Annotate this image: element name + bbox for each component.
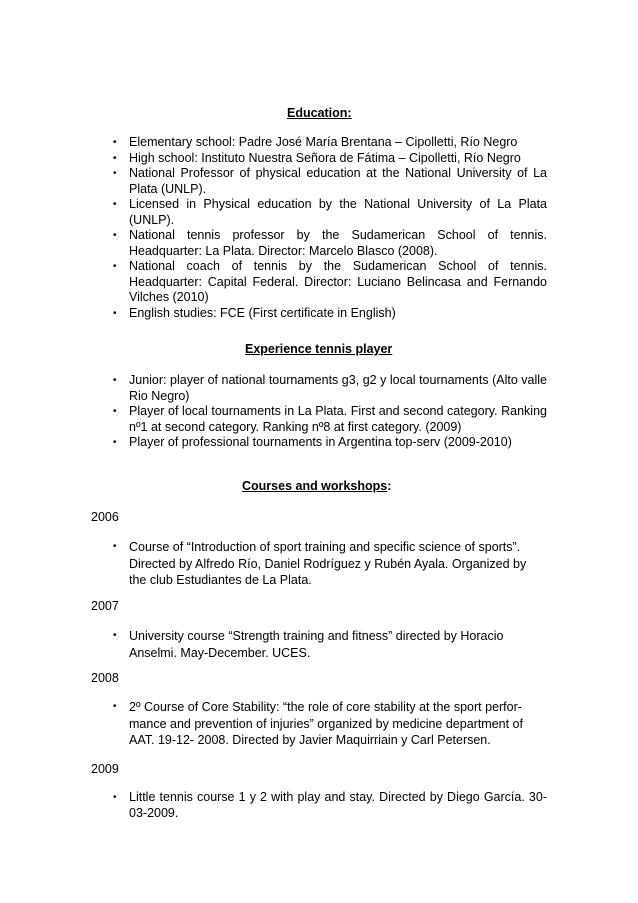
education-item-text: High school: Instituto Nuestra Señora de Fátima – Cipolletti, Río Negro	[129, 150, 521, 165]
experience-item-text: Player of local tournaments in La Plata. First and second category. Ranking nº1 at second category. Ranking nº8 at first category. (2009)	[129, 404, 547, 434]
education-item-text: National tennis professor by the Sudamerican School of tennis. Headquarter: La Plata. Director: Marcelo Blasco (2008).	[129, 228, 547, 258]
bullet-icon	[113, 259, 117, 275]
experience-item-text: Junior: player of national tournaments g3, g2 y local tournaments (Alto valle Rio Negro)	[129, 373, 547, 403]
experience-item-text: Player of professional tournaments in Argentina top-serv (2009-2010)	[129, 435, 512, 449]
list-item	[91, 790, 547, 821]
bullet-icon	[113, 228, 117, 244]
bullet-icon	[113, 435, 117, 451]
bullet-icon	[113, 197, 117, 213]
bullet-icon	[113, 306, 117, 322]
list-item	[91, 404, 547, 435]
list-item	[91, 539, 547, 589]
experience-list	[91, 373, 547, 451]
education-list	[91, 135, 547, 321]
experience-heading: Experience tennis player	[245, 342, 393, 356]
year-label: 2007	[91, 599, 119, 613]
courses-2009-list	[91, 790, 547, 821]
bullet-icon	[113, 404, 117, 420]
list-item	[91, 628, 547, 661]
list-item	[91, 166, 547, 197]
courses-heading-suffix: :	[387, 479, 392, 493]
courses-heading-text: Courses and workshops	[242, 479, 388, 493]
list-item	[91, 699, 547, 749]
course-item-text: 2º Course of Core Stability: “the role of core stability at the sport perfor-mance and prevention of injuries” organized by medicine department of AAT. 19-12- 2008. Directed by Javier Maquirriain y Carl Petersen.	[129, 700, 523, 747]
bullet-icon	[113, 628, 117, 645]
bullet-icon	[113, 790, 117, 806]
courses-2006-list	[91, 539, 547, 589]
bullet-icon	[113, 539, 117, 556]
bullet-icon	[113, 166, 117, 182]
courses-heading	[242, 479, 391, 493]
list-item	[91, 135, 547, 151]
year-label: 2006	[91, 510, 119, 524]
list-item	[91, 228, 547, 259]
bullet-icon	[113, 135, 117, 151]
education-item-text: National Professor of physical education at the National University of La Plata (UNLP).	[129, 166, 547, 196]
course-item-text: Little tennis course 1 y 2 with play and stay. Directed by Diego García. 30-03-2009.	[129, 790, 547, 820]
course-item-text: Course of “Introduction of sport training and specific science of sports”. Directed by Alfredo Río, Daniel Rodríguez y Rubén Ayala. Organized by the club Estudiantes de La Plata.	[129, 540, 527, 587]
education-item-text: Licensed in Physical education by the National University of La Plata (UNLP).	[129, 197, 547, 227]
education-heading: Education:	[287, 106, 352, 120]
year-label: 2009	[91, 762, 119, 776]
bullet-icon	[113, 699, 117, 716]
list-item	[91, 435, 547, 451]
education-item-text: Elementary school: Padre José María Brentana – Cipolletti, Río Negro	[129, 135, 518, 149]
year-label: 2008	[91, 671, 119, 685]
education-item-text: English studies: FCE (First certificate in English)	[129, 305, 396, 320]
course-item-text: University course “Strength training and fitness” directed by Horacio Anselmi. May-December. UCES.	[129, 629, 504, 660]
bullet-icon	[113, 373, 117, 389]
bullet-icon	[113, 151, 117, 167]
list-item	[91, 151, 547, 167]
courses-2007-list	[91, 628, 547, 661]
list-item	[91, 197, 547, 228]
courses-2008-list	[91, 699, 547, 749]
list-item	[91, 373, 547, 404]
list-item	[91, 306, 547, 322]
list-item	[91, 259, 547, 306]
education-item-text: National coach of tennis by the Sudamerican School of tennis. Headquarter: Capital Federal. Director: Luciano Belincasa and Fernando Vilches (2010)	[129, 259, 547, 304]
